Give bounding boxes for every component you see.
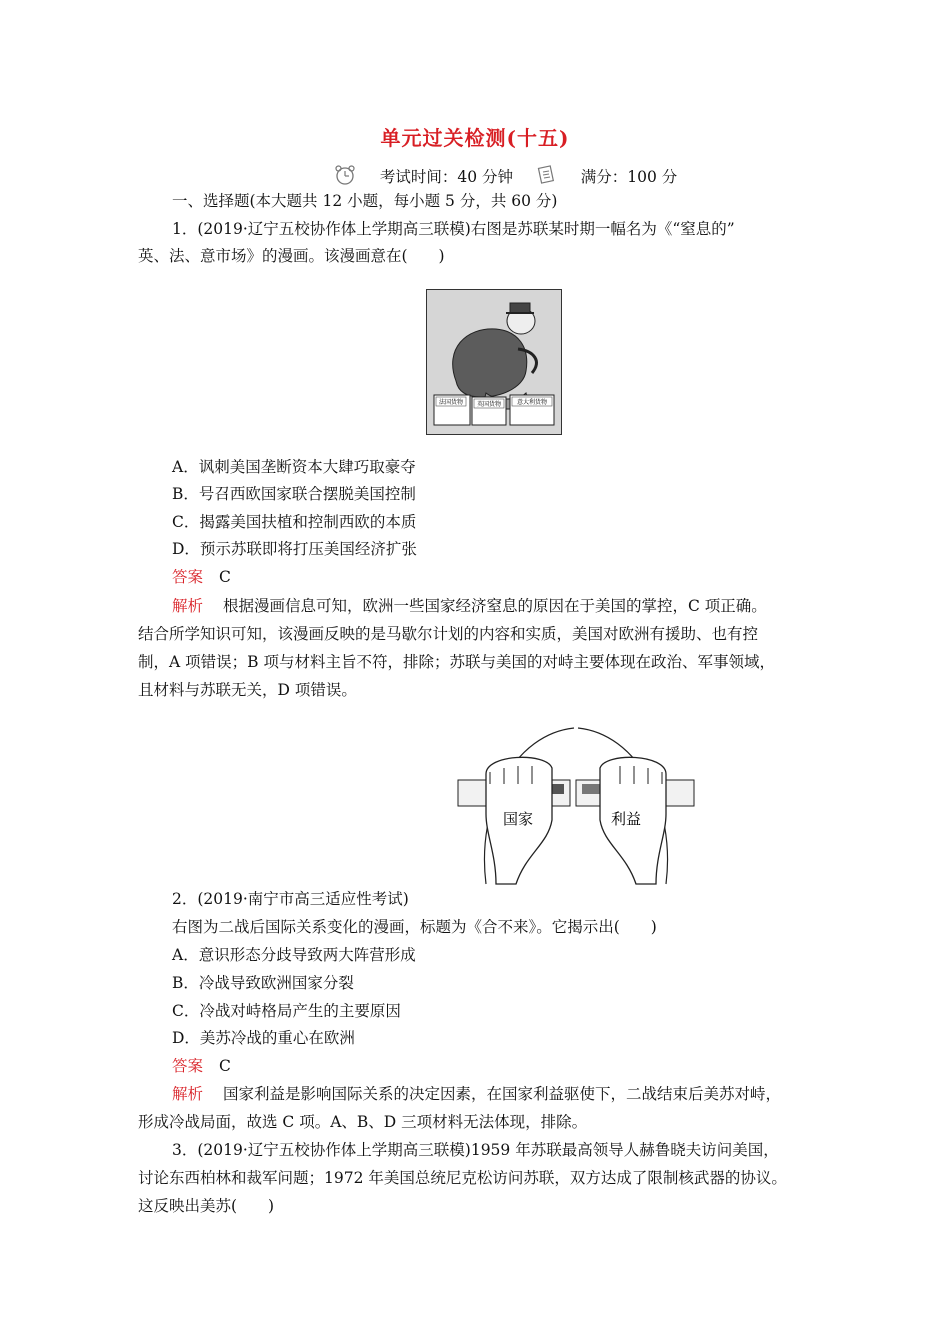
q1-analysis-line3: 制，A 项错误；B 项与材料主旨不符，排除；苏联与美国的对峙主要体现在政治、军事领域， xyxy=(138,653,775,671)
q3-stem-line1: 3．(2019·辽宁五校协作体上学期高三联模)1959 年苏联最高领导人赫鲁晓夫访问美国， xyxy=(172,1141,779,1159)
q2-answer-value: C xyxy=(219,1057,231,1075)
q2-answer xyxy=(172,1055,231,1077)
q1-analysis-line1: 解析 根据漫画信息可知，欧洲一些国家经济窒息的原因在于美国的掌控，C 项正确。 xyxy=(172,597,767,615)
q1-crate-label-britain: 英国货物 xyxy=(476,401,502,408)
q1-answer-value: C xyxy=(219,568,231,586)
q2-stem-line2: 右图为二战后国际关系变化的漫画，标题为《合不来》。它揭示出( ) xyxy=(172,918,657,936)
section-heading: 一、选择题(本大题共 12 小题，每小题 5 分，共 60 分) xyxy=(172,192,558,210)
q2-analysis-label: 解析 xyxy=(172,1085,204,1103)
exam-meta xyxy=(334,164,677,192)
q2-stem-line1: 2．(2019·南宁市高三适应性考试) xyxy=(172,890,409,908)
q2-label-interest: 利益 xyxy=(610,810,642,828)
q1-option-c: C．揭露美国扶植和控制西欧的本质 xyxy=(172,513,417,531)
q2-option-c: C．冷战对峙格局产生的主要原因 xyxy=(172,1002,401,1020)
q1-answer xyxy=(172,566,231,588)
q2-analysis-line1: 解析 国家利益是影响国际关系的决定因素，在国家利益驱使下，二战结束后美苏对峙， xyxy=(172,1085,782,1103)
q2-cartoon xyxy=(456,724,696,890)
q1-crate-label-italy: 意大利货物 xyxy=(516,399,548,406)
q1-answer-label: 答案 xyxy=(172,568,204,586)
q1-stem-line2: 英、法、意市场》的漫画。该漫画意在( ) xyxy=(138,247,445,265)
alarm-clock-icon xyxy=(334,164,356,192)
q2-option-b: B．冷战导致欧洲国家分裂 xyxy=(172,974,354,992)
q1-option-b: B．号召西欧国家联合摆脱美国控制 xyxy=(172,485,416,503)
q2-option-a: A．意识形态分歧导致两大阵营形成 xyxy=(172,946,416,964)
q1-crate-label-france: 法国货物 xyxy=(438,399,464,406)
q2-answer-label: 答案 xyxy=(172,1057,204,1075)
q2-option-d: D．美苏冷战的重心在欧洲 xyxy=(172,1029,355,1047)
q1-cartoon xyxy=(426,289,562,435)
q2-analysis-line2: 形成冷战局面，故选 C 项。A、B、D 三项材料无法体现，排除。 xyxy=(138,1113,588,1131)
q1-analysis-line4: 且材料与苏联无关，D 项错误。 xyxy=(138,681,357,699)
q1-analysis-label: 解析 xyxy=(172,597,204,615)
q2-label-nation: 国家 xyxy=(502,810,534,828)
q1-option-a: A．讽刺美国垄断资本大肆巧取豪夺 xyxy=(172,458,416,476)
q1-stem-line1: 1．(2019·辽宁五校协作体上学期高三联模)右图是苏联某时期一幅名为《“窒息的” xyxy=(172,220,735,238)
q1-option-d: D．预示苏联即将打压美国经济扩张 xyxy=(172,540,417,558)
q3-stem-line3: 这反映出美苏( ) xyxy=(138,1197,275,1215)
page-title: 单元过关检测(十五) xyxy=(380,126,570,150)
q1-analysis-line2: 结合所学知识可知，该漫画反映的是马歇尔计划的内容和实质，美国对欧洲有援助、也有控 xyxy=(138,625,759,643)
exam-time: 考试时间：40 分钟 xyxy=(379,168,514,186)
paper-icon xyxy=(535,164,557,192)
q3-stem-line2: 讨论东西柏林和裁军问题；1972 年美国总统尼克松访问苏联，双方达成了限制核武器的协议。 xyxy=(138,1169,787,1187)
exam-score: 满分：100 分 xyxy=(580,168,678,186)
